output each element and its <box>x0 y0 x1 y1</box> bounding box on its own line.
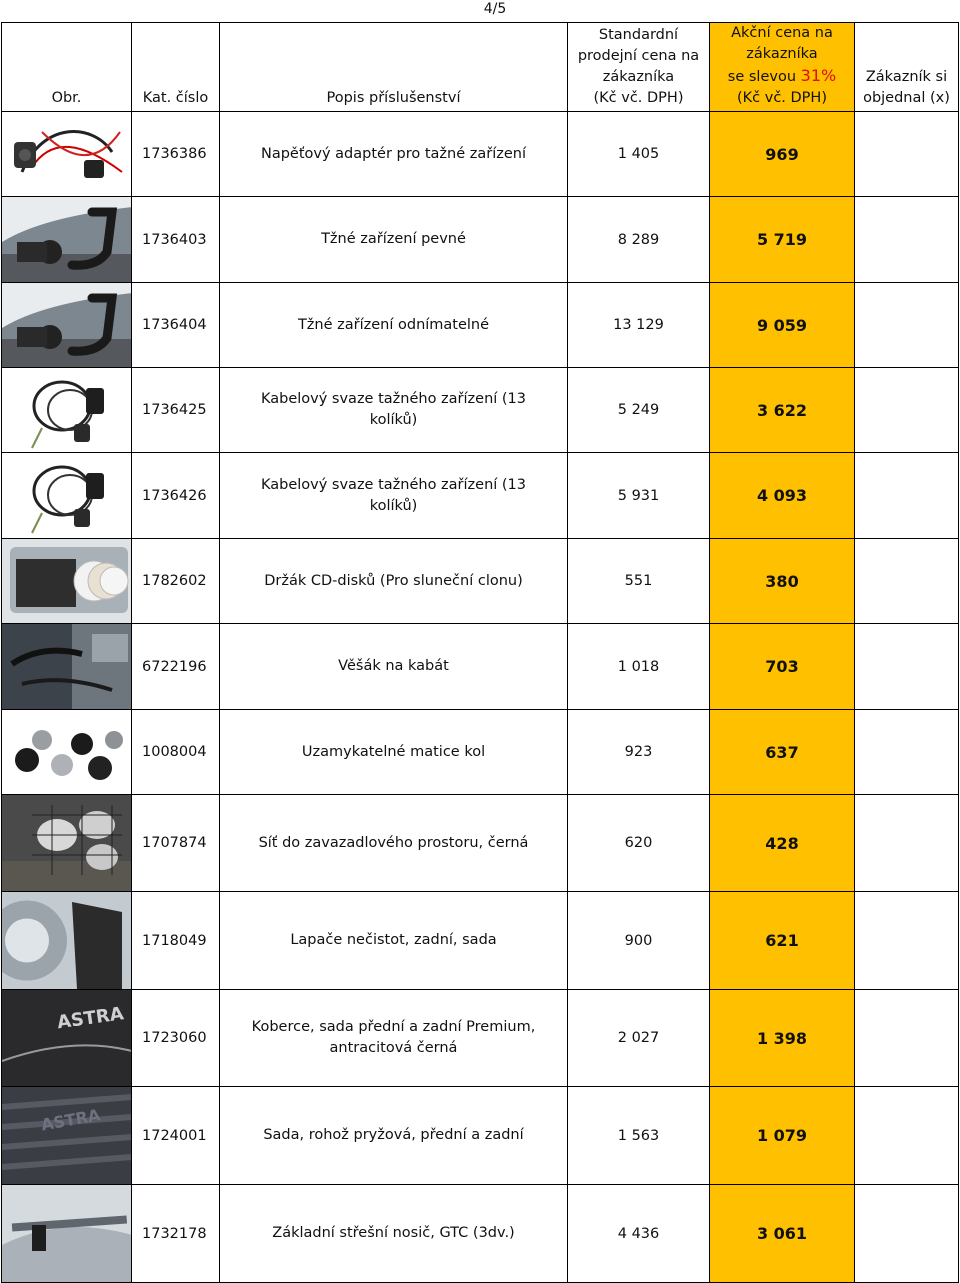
product-image <box>2 368 132 453</box>
action-price: 621 <box>710 892 855 990</box>
product-image <box>2 1087 132 1185</box>
description: Síť do zavazadlového prostoru, černá <box>220 795 568 892</box>
header-obr: Obr. <box>2 23 132 112</box>
standard-price: 923 <box>568 710 710 795</box>
table-row <box>2 368 959 453</box>
customer-ordered-cell[interactable] <box>855 197 959 283</box>
customer-ordered-cell[interactable] <box>855 453 959 539</box>
product-image <box>2 197 132 283</box>
customer-ordered-cell[interactable] <box>855 710 959 795</box>
table-row <box>2 1087 959 1185</box>
customer-ordered-cell[interactable] <box>855 990 959 1087</box>
description: Tžné zařízení odnímatelné <box>220 283 568 368</box>
description: Tžné zařízení pevné <box>220 197 568 283</box>
description: Věšák na kabát <box>220 624 568 710</box>
catalog-number: 1736386 <box>132 112 220 197</box>
standard-price: 5 249 <box>568 368 710 453</box>
product-image <box>2 990 132 1087</box>
action-price: 428 <box>710 795 855 892</box>
product-image <box>2 892 132 990</box>
standard-price: 1 018 <box>568 624 710 710</box>
customer-ordered-cell[interactable] <box>855 112 959 197</box>
description: Kabelový svaze tažného zařízení (13 kolíků) <box>220 453 568 539</box>
table-row <box>2 624 959 710</box>
table-row <box>2 710 959 795</box>
catalog-number: 1736426 <box>132 453 220 539</box>
product-image <box>2 795 132 892</box>
action-price: 703 <box>710 624 855 710</box>
header-customer-ordered: Zákazník si objednal (x) <box>855 23 959 112</box>
header-popis: Popis příslušenství <box>220 23 568 112</box>
product-image <box>2 710 132 795</box>
header-standard-price: Standardní prodejní cena na zákazníka (Kč vč. DPH) <box>568 23 710 112</box>
table-row <box>2 283 959 368</box>
description: Uzamykatelné matice kol <box>220 710 568 795</box>
action-price: 9 059 <box>710 283 855 368</box>
table-row <box>2 112 959 197</box>
standard-price: 13 129 <box>568 283 710 368</box>
catalog-number: 1732178 <box>132 1185 220 1283</box>
catalog-number: 1736403 <box>132 197 220 283</box>
product-image <box>2 624 132 710</box>
product-image <box>2 539 132 624</box>
customer-ordered-cell[interactable] <box>855 795 959 892</box>
table-row <box>2 539 959 624</box>
catalog-number: 1736404 <box>132 283 220 368</box>
catalog-number: 1723060 <box>132 990 220 1087</box>
description: Základní střešní nosič, GTC (3dv.) <box>220 1185 568 1283</box>
action-price: 3 622 <box>710 368 855 453</box>
standard-price: 1 563 <box>568 1087 710 1185</box>
catalog-number: 1718049 <box>132 892 220 990</box>
table-row <box>2 892 959 990</box>
product-image <box>2 283 132 368</box>
standard-price: 1 405 <box>568 112 710 197</box>
header-action-price: Akční cena na zákazníka se slevou 31% (Kč vč. DPH) <box>710 23 855 112</box>
customer-ordered-cell[interactable] <box>855 624 959 710</box>
customer-ordered-cell[interactable] <box>855 1185 959 1283</box>
standard-price: 900 <box>568 892 710 990</box>
standard-price: 620 <box>568 795 710 892</box>
customer-ordered-cell[interactable] <box>855 283 959 368</box>
action-price: 1 079 <box>710 1087 855 1185</box>
description: Kabelový svaze tažného zařízení (13 kolíků) <box>220 368 568 453</box>
table-row <box>2 990 959 1087</box>
action-price: 1 398 <box>710 990 855 1087</box>
product-image <box>2 453 132 539</box>
description: Sada, rohož pryžová, přední a zadní <box>220 1087 568 1185</box>
description: Držák CD-disků (Pro sluneční clonu) <box>220 539 568 624</box>
table-header-row <box>2 23 959 112</box>
action-price: 969 <box>710 112 855 197</box>
table-row <box>2 1185 959 1283</box>
standard-price: 8 289 <box>568 197 710 283</box>
catalog-number: 1736425 <box>132 368 220 453</box>
standard-price: 4 436 <box>568 1185 710 1283</box>
action-price: 637 <box>710 710 855 795</box>
standard-price: 5 931 <box>568 453 710 539</box>
catalog-number: 1707874 <box>132 795 220 892</box>
accessories-price-table <box>1 22 959 1283</box>
customer-ordered-cell[interactable] <box>855 539 959 624</box>
customer-ordered-cell[interactable] <box>855 368 959 453</box>
action-price: 380 <box>710 539 855 624</box>
table-row <box>2 197 959 283</box>
description: Napěťový adaptér pro tažné zařízení <box>220 112 568 197</box>
table-row <box>2 453 959 539</box>
catalog-number: 6722196 <box>132 624 220 710</box>
action-price: 5 719 <box>710 197 855 283</box>
mat-logo-text: ASTRA <box>55 1003 125 1034</box>
svg-text:ASTRA: ASTRA <box>39 1105 102 1135</box>
product-image <box>2 112 132 197</box>
action-price: 4 093 <box>710 453 855 539</box>
catalog-number: 1008004 <box>132 710 220 795</box>
standard-price: 2 027 <box>568 990 710 1087</box>
customer-ordered-cell[interactable] <box>855 1087 959 1185</box>
table-row <box>2 795 959 892</box>
catalog-number: 1724001 <box>132 1087 220 1185</box>
header-kat-cislo: Kat. číslo <box>132 23 220 112</box>
description: Lapače nečistot, zadní, sada <box>220 892 568 990</box>
standard-price: 551 <box>568 539 710 624</box>
catalog-number: 1782602 <box>132 539 220 624</box>
customer-ordered-cell[interactable] <box>855 892 959 990</box>
page-number: 4/5 <box>483 1 507 17</box>
discount-percent: 31% <box>800 66 837 85</box>
product-image <box>2 1185 132 1283</box>
action-price: 3 061 <box>710 1185 855 1283</box>
description: Koberce, sada přední a zadní Premium, antracitová černá <box>220 990 568 1087</box>
